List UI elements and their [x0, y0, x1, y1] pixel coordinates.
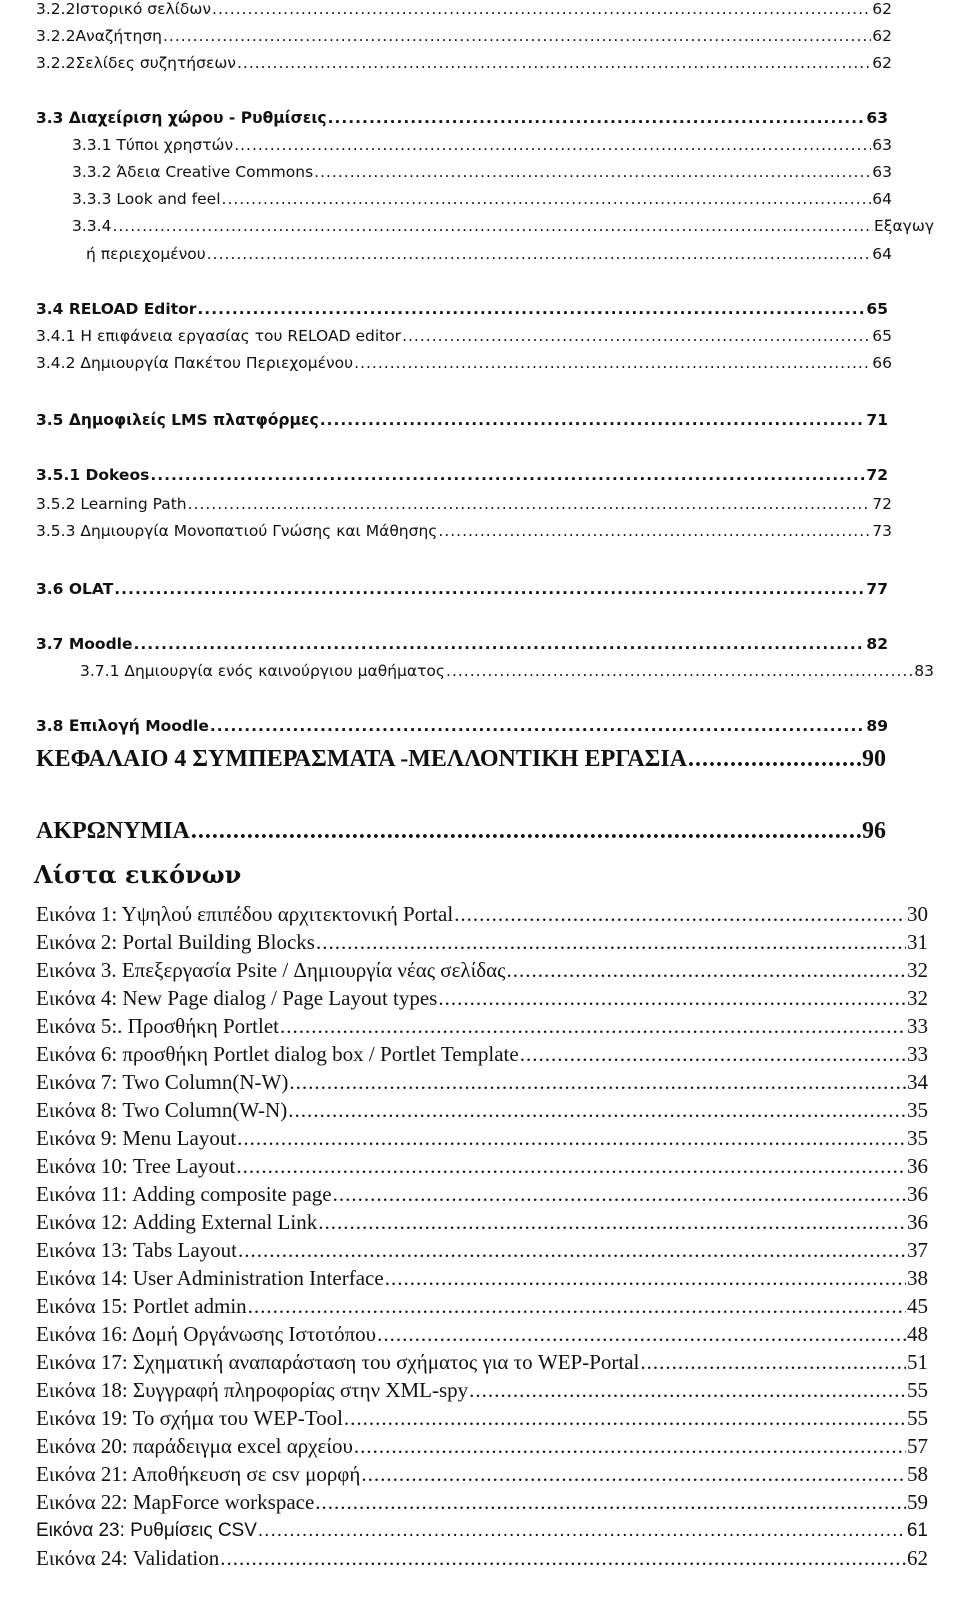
toc-section-label: 3.6 OLAT — [36, 580, 114, 598]
figure-entry — [36, 1434, 928, 1459]
figure-entry-label: Εικόνα 7: Two Column(N-W) — [36, 1070, 289, 1094]
figure-entry-page: 34 — [907, 1070, 928, 1094]
toc-chapter-label: ΑΚΡΩΝΥΜΙΑ — [36, 818, 190, 844]
figure-entry-page: 59 — [907, 1490, 928, 1514]
toc-section-page: 77 — [866, 580, 888, 598]
toc-entry-label: 3.3.4 — [72, 217, 112, 235]
figure-entry-page: 33 — [907, 1042, 928, 1066]
figure-entry-page: 32 — [907, 986, 928, 1010]
figure-entry-page: 48 — [907, 1322, 928, 1346]
toc-entry — [72, 217, 934, 235]
figure-entry-label: Εικόνα 19: Το σχήμα του WEP-Tool — [36, 1406, 343, 1430]
figure-entry — [36, 958, 928, 983]
toc-entry — [86, 245, 892, 263]
toc-entry-label: 3.5.3 Δημιουργία Μονοπατιού Γνώσης και Μάθησης — [36, 522, 438, 540]
toc-entry — [36, 327, 892, 345]
figure-entry-label: Εικόνα 12: Adding External Link — [36, 1210, 318, 1234]
toc-section — [36, 717, 888, 735]
toc-entry-label: 3.3.2 Άδεια Creative Commons — [72, 163, 314, 181]
figure-entry-label: Εικόνα 15: Portlet admin — [36, 1294, 247, 1318]
toc-section-label: 3.3 Διαχείριση χώρου - Ρυθμίσεις — [36, 109, 327, 127]
figure-entry — [36, 1490, 928, 1515]
figure-entry-page: 45 — [907, 1294, 928, 1318]
toc-section-page: 89 — [866, 717, 888, 735]
toc-entry-label: 3.2.2Αναζήτηση — [36, 27, 162, 45]
toc-section-label: 3.7 Moodle — [36, 635, 133, 653]
figure-entry-label: Εικόνα 14: User Administration Interface — [36, 1266, 384, 1290]
toc-section — [36, 580, 888, 598]
figure-entry-page: 36 — [907, 1154, 928, 1178]
figure-entry — [36, 1210, 928, 1235]
figure-entry-label: Εικόνα 5:. Προσθήκη Portlet — [36, 1014, 279, 1038]
toc-entry-label: 3.4.1 Η επιφάνεια εργασίας του RELOAD editor — [36, 327, 402, 345]
figure-entry — [36, 1266, 928, 1291]
toc-entry-page: 62 — [872, 27, 892, 45]
figure-entry-label: Εικόνα 2: Portal Building Blocks — [36, 930, 315, 954]
toc-entry-label: 3.7.1 Δημιουργία ενός καινούργιου μαθήματος — [80, 662, 446, 680]
toc-entry-page: 73 — [872, 522, 892, 540]
figure-entry — [36, 1182, 928, 1207]
toc-chapter — [36, 746, 886, 773]
toc-entry — [80, 662, 934, 680]
toc-entry-label: 3.5.2 Learning Path — [36, 495, 187, 513]
toc-entry-label: 3.5.1 Dokeos — [36, 466, 150, 484]
toc-section-page: 82 — [866, 635, 888, 653]
toc-entry-page: 83 — [914, 662, 934, 680]
toc-entry-label: 3.2.2Ιστορικό σελίδων — [36, 0, 212, 18]
toc-entry-page: 64 — [872, 245, 892, 263]
figure-entry-label: Εικόνα 11: Adding composite page — [36, 1182, 332, 1206]
toc-entry — [36, 0, 892, 18]
toc-entry-page: 65 — [872, 327, 892, 345]
toc-section-page: 63 — [866, 109, 888, 127]
toc-section — [36, 109, 888, 127]
figure-entry-page: 55 — [907, 1406, 928, 1430]
figure-entry-page: 32 — [907, 958, 928, 982]
toc-entry — [72, 190, 892, 208]
figure-entry-label: Εικόνα 22: MapForce workspace — [36, 1490, 315, 1514]
figures-list-title: Λίστα εικόνων — [34, 860, 242, 889]
toc-entry-page: 66 — [872, 354, 892, 372]
toc-entry-page: 64 — [872, 190, 892, 208]
toc-entry-page: Εξαγωγ — [874, 217, 934, 235]
figure-entry-page: 55 — [907, 1378, 928, 1402]
figure-entry — [36, 1042, 928, 1067]
toc-entry-page: 62 — [872, 0, 892, 18]
toc-entry — [72, 163, 892, 181]
figure-entry-page: 36 — [907, 1182, 928, 1206]
toc-entry — [36, 354, 892, 372]
toc-entry — [36, 495, 892, 513]
toc-section-label: 3.5 Δημοφιλείς LMS πλατφόρμες — [36, 411, 319, 429]
toc-entry — [72, 136, 892, 154]
toc-entry-page: 63 — [872, 163, 892, 181]
figure-entry-page: 57 — [907, 1434, 928, 1458]
figure-entry — [36, 986, 928, 1011]
figure-entry-label: Εικόνα 20: παράδειγμα excel αρχείου — [36, 1434, 353, 1458]
figure-entry-page: 58 — [907, 1462, 928, 1486]
figure-entry — [36, 1462, 928, 1487]
figure-entry-page: 51 — [907, 1350, 928, 1374]
figure-entry — [36, 1154, 928, 1179]
toc-entry-page: 62 — [872, 54, 892, 72]
figure-entry-page: 31 — [907, 930, 928, 954]
figure-entry — [36, 1322, 928, 1347]
toc-chapter-page: 96 — [862, 818, 886, 844]
figure-entry-page: 38 — [907, 1266, 928, 1290]
figure-entry-page: 33 — [907, 1014, 928, 1038]
toc-entry-label: 3.2.2Σελίδες συζητήσεων — [36, 54, 236, 72]
figure-entry — [36, 1546, 928, 1571]
toc-section — [36, 411, 888, 429]
figure-entry-page: 35 — [907, 1098, 928, 1122]
figure-entry-page: 35 — [907, 1126, 928, 1150]
toc-entry — [36, 522, 892, 540]
figure-entry-label: Εικόνα 24: Validation — [36, 1546, 220, 1570]
figure-entry-page: 37 — [907, 1238, 928, 1262]
figure-entry-page: 61 — [906, 1520, 928, 1541]
figure-entry-label: Εικόνα 21: Αποθήκευση σε csv μορφή — [36, 1462, 361, 1486]
toc-section-page: 65 — [866, 300, 888, 318]
figure-entry — [36, 930, 928, 955]
figure-entry-label: Εικόνα 6: προσθήκη Portlet dialog box / Portlet Template — [36, 1042, 519, 1066]
figure-entry — [36, 1350, 928, 1375]
toc-entry — [36, 27, 892, 45]
toc-section — [36, 300, 888, 318]
toc-section-page: 71 — [866, 411, 888, 429]
toc-entry — [36, 54, 892, 72]
figure-entry — [36, 1520, 928, 1542]
figure-entry-label: Εικόνα 8: Two Column(W-N) — [36, 1098, 288, 1122]
figure-entry — [36, 1238, 928, 1263]
toc-section — [36, 635, 888, 653]
toc-entry-page: 63 — [872, 136, 892, 154]
figure-entry — [36, 1126, 928, 1151]
figure-entry-label: Εικόνα 4: New Page dialog / Page Layout types — [36, 986, 438, 1010]
figure-entry-label: Εικόνα 17: Σχηματική αναπαράσταση του σχήματος για το WEP-Portal — [36, 1350, 640, 1374]
figure-entry-label: Εικόνα 1: Υψηλού επιπέδου αρχιτεκτονική Portal — [36, 902, 454, 926]
figure-entry — [36, 1098, 928, 1123]
figure-entry — [36, 1294, 928, 1319]
figure-entry — [36, 1378, 928, 1403]
figure-entry-label: Εικόνα 10: Tree Layout — [36, 1154, 236, 1178]
toc-chapter-label: ΚΕΦΑΛΑΙΟ 4 ΣΥΜΠΕΡΑΣΜΑΤΑ -ΜΕΛΛΟΝΤΙΚΗ ΕΡΓΑΣΙΑ — [36, 746, 688, 772]
toc-chapter-page: 90 — [862, 746, 886, 772]
figure-entry — [36, 902, 928, 927]
toc-section-label: 3.4 RELOAD Editor — [36, 300, 197, 318]
toc-entry-label: 3.3.1 Τύποι χρηστών — [72, 136, 234, 154]
toc-entry-page: 72 — [872, 495, 892, 513]
toc-entry-label: 3.4.2 Δημιουργία Πακέτου Περιεχομένου — [36, 354, 354, 372]
figure-entry — [36, 1406, 928, 1431]
figure-entry — [36, 1070, 928, 1095]
toc-entry-page: 72 — [866, 466, 888, 484]
figure-entry-label: Εικόνα 3. Επεξεργασία Psite / Δημιουργία νέας σελίδας — [36, 958, 506, 982]
toc-entry — [36, 466, 888, 484]
figure-entry — [36, 1014, 928, 1039]
figure-entry-label: Εικόνα 16: Δομή Οργάνωσης Ιστοτόπου — [36, 1322, 377, 1346]
figure-entry-label: Εικόνα 9: Menu Layout — [36, 1126, 237, 1150]
figure-entry-label: Εικόνα 23: Ρυθμίσεις CSV — [36, 1520, 257, 1541]
toc-chapter — [36, 818, 886, 845]
figure-entry-page: 30 — [907, 902, 928, 926]
toc-section-label: 3.8 Επιλογή Moodle — [36, 717, 209, 735]
figure-entry-label: Εικόνα 13: Tabs Layout — [36, 1238, 238, 1262]
figure-entry-page: 36 — [907, 1210, 928, 1234]
toc-entry-label: ή περιεχομένου — [86, 245, 206, 263]
figure-entry-label: Εικόνα 18: Συγγραφή πληροφορίας στην XML-spy — [36, 1378, 469, 1402]
toc-entry-label: 3.3.3 Look and feel — [72, 190, 221, 208]
figure-entry-page: 62 — [907, 1546, 928, 1570]
